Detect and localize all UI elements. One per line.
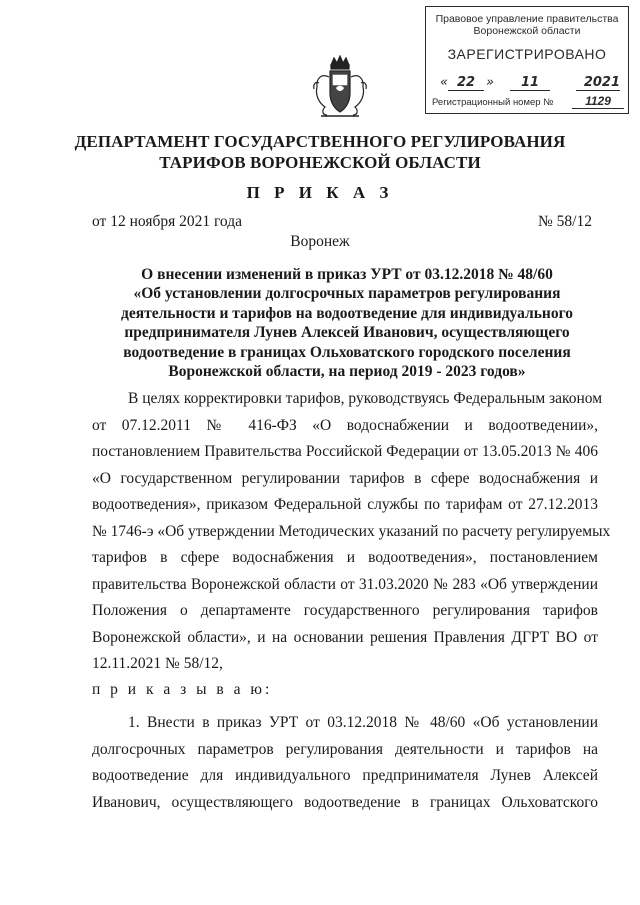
preamble-line: В целях корректировки тарифов, руководствуясь Федеральным законом	[128, 390, 603, 407]
order-city: Воронеж	[290, 233, 350, 250]
stamp-title: ЗАРЕГИСТРИРОВАНО	[447, 46, 607, 62]
stamp-number-label: Регистрационный номер №	[432, 97, 554, 108]
stamp-day: 22	[448, 75, 484, 91]
preamble-line: Положения о департаменте государственного регулирования тарифов	[92, 602, 598, 619]
stamp-line1: Правовое управление правительства	[435, 13, 619, 25]
item-1-line: Иванович, осуществляющего водоотведение в границах Ольховатского	[92, 793, 598, 811]
order-subject	[92, 265, 602, 381]
subject-line: О внесении изменений в приказ УРТ от 03.12.2018 № 48/60	[141, 266, 553, 283]
item-1-line: 1. Внести в приказ УРТ от 03.12.2018 № 48/60 «Об установлении	[128, 714, 598, 731]
order-title: П Р И К А З	[246, 183, 394, 202]
order-number: № 58/12	[538, 213, 592, 230]
order-date: от 12 ноября 2021 года	[92, 213, 243, 230]
item-1-paragraph	[92, 710, 598, 816]
stamp-line2: Воронежской области	[473, 25, 581, 37]
stamp-number: 1129	[572, 94, 624, 109]
preamble-line: от 07.12.2011 № 416-ФЗ «О водоснабжении и водоотведении»,	[92, 416, 598, 434]
preamble-line: правительства Воронежской области от 31.03.2020 № 283 «Об утверждении	[92, 575, 598, 593]
item-1-line: водоотведение для индивидуального предпринимателя Лунев Алексей	[92, 767, 598, 784]
stamp-month: 11	[510, 75, 550, 91]
preamble-line: «О государственном регулировании тарифов в сфере водоснабжения и	[92, 469, 598, 487]
preamble-paragraph	[92, 386, 611, 678]
subject-line: деятельности и тарифов на водоотведение для индивидуального	[121, 304, 573, 322]
preamble-line: № 1746-э «Об утверждении Методических указаний по расчету регулируемых	[92, 522, 611, 540]
department-line2: ТАРИФОВ ВОРОНЕЖСКОЙ ОБЛАСТИ	[159, 153, 481, 172]
preamble-line: тарифов в сфере водоснабжения и водоотведения», постановлением	[92, 549, 598, 566]
order-directive: п р и к а з ы в а ю:	[92, 681, 273, 698]
preamble-line: Воронежской области», и на основании решения Правления ДГРТ ВО от	[92, 628, 598, 646]
department-name	[0, 131, 640, 173]
stamp-year: 2021	[576, 75, 620, 91]
registration-stamp	[425, 6, 629, 114]
subject-line: предпринимателя Лунев Алексей Иванович, осуществляющего	[124, 324, 570, 342]
subject-line: Воронежской области, на период 2019 - 2023 годов»	[168, 363, 526, 381]
preamble-line: водоотведения», приказом Федеральной службы по тарифам от 27.12.2013	[92, 496, 598, 513]
department-line1: ДЕПАРТАМЕНТ ГОСУДАРСТВЕННОГО РЕГУЛИРОВАНИЯ	[74, 132, 566, 151]
preamble-line: постановлением Правительства Российской Федерации от 13.05.2013 № 406	[92, 443, 598, 460]
preamble-line: 12.11.2021 № 58/12,	[92, 655, 223, 672]
coat-of-arms-icon	[311, 55, 369, 121]
subject-line: водоотведение в границах Ольховатского городского поселения	[123, 343, 571, 361]
subject-line: «Об установлении долгосрочных параметров регулирования	[133, 285, 561, 303]
stamp-date: « 22 » 11 2021	[440, 75, 620, 90]
item-1-line: долгосрочных параметров регулирования деятельности и тарифов на	[92, 740, 598, 758]
